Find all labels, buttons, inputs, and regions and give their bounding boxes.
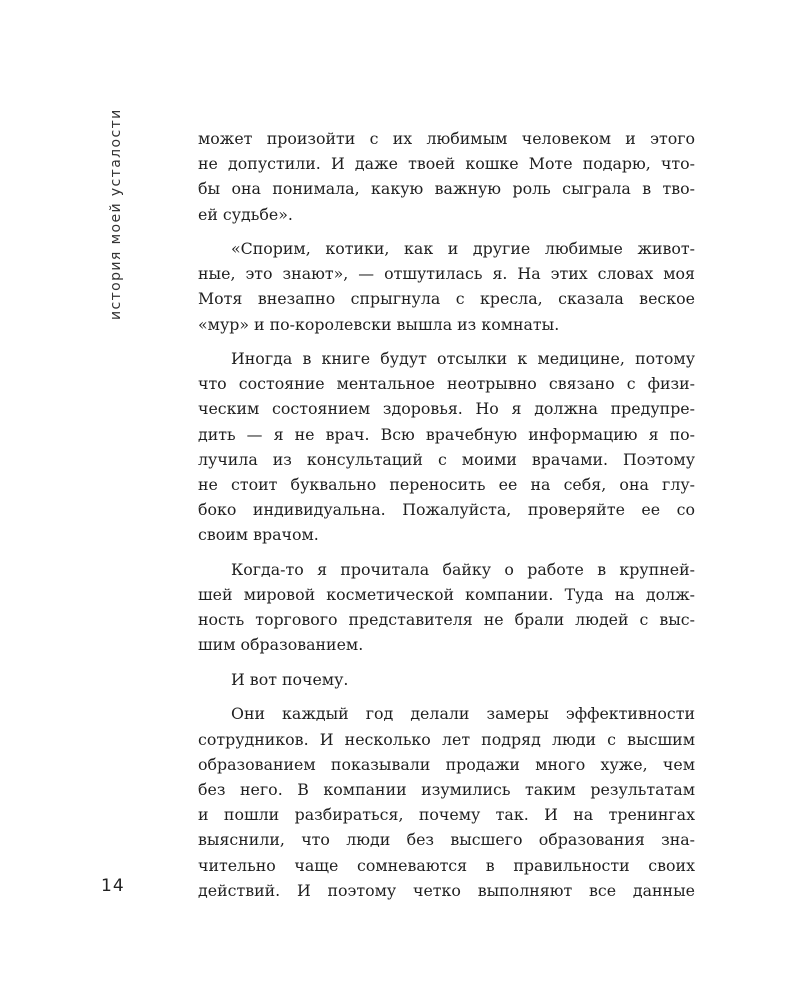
text-line: не стоит буквально переносить ее на себя, она глу-	[198, 475, 695, 495]
text-line: «Спорим, котики, как и другие любимые живот-	[231, 239, 695, 259]
text-line: бы она понимала, какую важную роль сыграла в тво-	[198, 179, 695, 199]
text-line: Они каждый год делали замеры эффективности	[231, 704, 695, 724]
text-line: своим врачом.	[198, 525, 319, 545]
text-line: может произойти с их любимым человеком и этого	[198, 129, 695, 148]
text-line: «мур» и по-королевски вышла из комнаты.	[198, 314, 560, 334]
text-line: боко индивидуальна. Пожалуйста, проверяйте ее со	[198, 500, 695, 520]
text-line: ность торгового представителя не брали людей с выс-	[198, 610, 695, 630]
text-line: ческим состоянием здоровья. Но я должна предупре-	[198, 399, 695, 419]
text-line: действий. И поэтому четко выполняют все данные	[198, 880, 695, 900]
text-line: чительно чаще сомневаются в правильности своих	[198, 855, 695, 875]
text-line: шей мировой косметической компании. Туда на долж-	[198, 585, 695, 605]
text-line: дить — я не врач. Всю врачебную информацию я по-	[198, 424, 695, 444]
text-line: шим образованием.	[198, 635, 364, 655]
text-line: ей судьбе».	[198, 204, 293, 224]
text-line: Мотя внезапно спрыгнула с кресла, сказала веское	[198, 289, 695, 309]
running-title-text: история моей усталости	[108, 108, 124, 320]
text-line: выяснили, что люди без высшего образования зна-	[198, 830, 695, 850]
text-line: без него. В компании изумились таким результатам	[198, 779, 695, 799]
text-line: и пошли разбираться, почему так. И на тренингах	[198, 805, 695, 825]
text-line: что состояние ментальное неотрывно связано с физи-	[198, 374, 695, 394]
page-number: 14	[101, 876, 125, 896]
text-line: не допустили. И даже твоей кошке Моте подарю, что-	[198, 154, 695, 174]
body-text	[198, 126, 695, 903]
text-line: Когда-то я прочитала байку о работе в крупней-	[231, 559, 695, 579]
text-line: сотрудников. И несколько лет подряд люди с высшим	[198, 729, 695, 749]
text-line: ные, это знают», — отшутилась я. На этих словах моя	[198, 264, 695, 284]
text-line: Иногда в книге будут отсылки к медицине, потому	[231, 349, 695, 369]
text-line: И вот почему.	[231, 669, 349, 689]
text-line: лучила из консультаций с моими врачами. Поэтому	[198, 449, 695, 469]
text-line: образованием показывали продажи много хуже, чем	[198, 754, 695, 774]
